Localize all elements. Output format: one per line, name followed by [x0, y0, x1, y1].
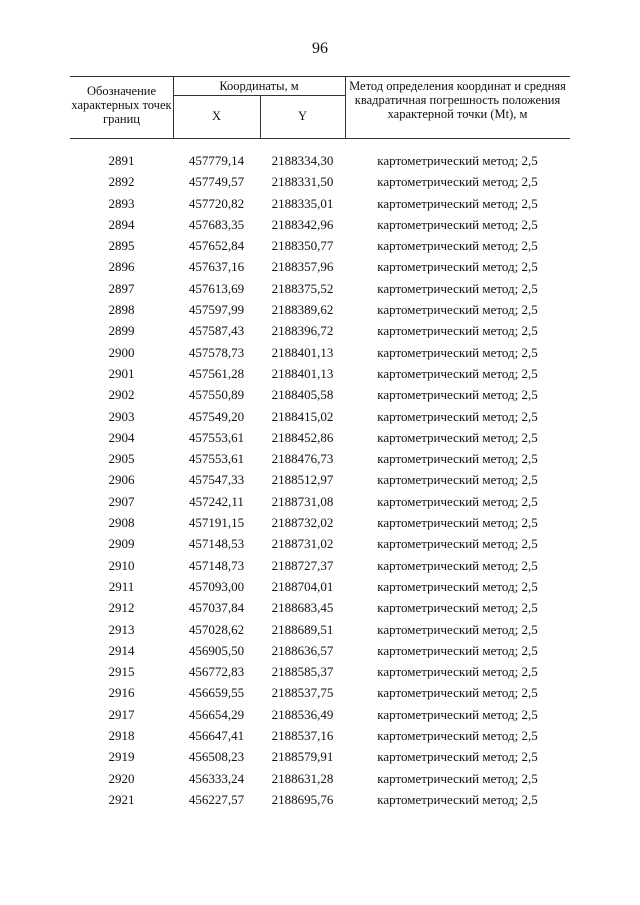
coord-x: 456772,83 — [188, 664, 245, 680]
header-method: Метод определения координат и средняя квадратичная погрешность положения характерной точки (Mt), м — [349, 79, 566, 121]
coord-y: 2188631,28 — [271, 770, 334, 786]
coord-x: 457683,35 — [188, 216, 245, 232]
coord-y: 2188512,97 — [271, 472, 334, 488]
point-number: 2907 — [108, 493, 135, 509]
coord-y: 2188396,72 — [271, 323, 334, 339]
coord-x: 457553,61 — [188, 451, 245, 467]
point-number: 2903 — [108, 408, 135, 424]
table-row — [70, 789, 570, 810]
point-number: 2895 — [108, 238, 135, 254]
table-row — [70, 427, 570, 448]
method-cell: картометрический метод; 2,5 — [377, 493, 538, 509]
point-number: 2912 — [108, 600, 135, 616]
coord-x: 457553,61 — [188, 429, 245, 445]
coord-y: 2188727,37 — [271, 557, 334, 573]
method-cell: картометрический метод; 2,5 — [377, 706, 538, 722]
point-number: 2921 — [108, 791, 135, 807]
point-number: 2896 — [108, 259, 135, 275]
table-row — [70, 193, 570, 214]
method-cell: картометрический метод; 2,5 — [377, 472, 538, 488]
method-cell: картометрический метод; 2,5 — [377, 770, 538, 786]
point-number: 2911 — [108, 578, 135, 594]
point-number: 2914 — [108, 642, 135, 658]
coord-y: 2188375,52 — [271, 280, 334, 296]
coord-x: 457549,20 — [188, 408, 245, 424]
coord-x: 457561,28 — [188, 365, 245, 381]
method-cell: картометрический метод; 2,5 — [377, 749, 538, 765]
table-row — [70, 299, 570, 320]
coord-y: 2188342,96 — [271, 216, 334, 232]
table-row — [70, 725, 570, 746]
coord-x: 456905,50 — [188, 642, 245, 658]
table-header — [70, 76, 570, 139]
point-number: 2919 — [108, 749, 135, 765]
table-row — [70, 384, 570, 405]
point-number: 2897 — [108, 280, 135, 296]
method-cell: картометрический метод; 2,5 — [377, 451, 538, 467]
coord-x: 457597,99 — [188, 302, 245, 318]
coord-y: 2188585,37 — [271, 664, 334, 680]
coord-x: 456508,23 — [188, 749, 245, 765]
coord-y: 2188683,45 — [271, 600, 334, 616]
method-cell: картометрический метод; 2,5 — [377, 408, 538, 424]
table-row — [70, 256, 570, 277]
coord-x: 456227,57 — [188, 791, 245, 807]
method-cell: картометрический метод; 2,5 — [377, 153, 538, 168]
point-number: 2904 — [108, 429, 135, 445]
page-number: 96 — [312, 40, 328, 57]
coord-x: 457093,00 — [188, 578, 245, 594]
table-row — [70, 768, 570, 789]
method-cell: картометрический метод; 2,5 — [377, 259, 538, 275]
coord-x: 456647,41 — [188, 728, 245, 744]
coord-y: 2188476,73 — [271, 451, 334, 467]
method-cell: картометрический метод; 2,5 — [377, 216, 538, 232]
table-row — [70, 512, 570, 533]
table-row — [70, 576, 570, 597]
point-number: 2906 — [108, 472, 135, 488]
coord-x: 457720,82 — [188, 195, 245, 211]
coord-x: 457191,15 — [188, 515, 245, 531]
method-cell: картометрический метод; 2,5 — [377, 515, 538, 531]
point-number: 2917 — [108, 706, 135, 722]
coord-y: 2188357,96 — [271, 259, 334, 275]
point-number: 2894 — [108, 216, 135, 232]
table-row — [70, 235, 570, 256]
coord-y: 2188350,77 — [271, 238, 334, 254]
coord-x: 457749,57 — [188, 174, 245, 190]
method-cell: картометрический метод; 2,5 — [377, 365, 538, 381]
method-cell: картометрический метод; 2,5 — [377, 280, 538, 296]
coord-x: 457779,14 — [188, 153, 245, 168]
coord-y: 2188452,86 — [271, 429, 334, 445]
coord-y: 2188415,02 — [271, 408, 334, 424]
point-number: 2893 — [108, 195, 135, 211]
method-cell: картометрический метод; 2,5 — [377, 195, 538, 211]
table-row — [70, 150, 570, 171]
point-number: 2915 — [108, 664, 135, 680]
method-cell: картометрический метод; 2,5 — [377, 642, 538, 658]
table-row — [70, 533, 570, 554]
coord-y: 2188536,49 — [271, 706, 334, 722]
coord-x: 456333,24 — [188, 770, 245, 786]
method-cell: картометрический метод; 2,5 — [377, 728, 538, 744]
point-number: 2913 — [108, 621, 135, 637]
method-cell: картометрический метод; 2,5 — [377, 685, 538, 701]
table-row — [70, 214, 570, 235]
method-cell: картометрический метод; 2,5 — [377, 578, 538, 594]
method-cell: картометрический метод; 2,5 — [377, 664, 538, 680]
method-cell: картометрический метод; 2,5 — [377, 344, 538, 360]
coord-x: 457587,43 — [188, 323, 245, 339]
point-number: 2899 — [108, 323, 135, 339]
method-cell: картометрический метод; 2,5 — [377, 387, 538, 403]
point-number: 2908 — [108, 515, 135, 531]
table-row — [70, 555, 570, 576]
coord-y: 2188334,30 — [271, 153, 334, 168]
table-row — [70, 746, 570, 767]
header-coordinates: Координаты, м — [219, 79, 299, 93]
table-body — [70, 150, 570, 810]
method-cell: картометрический метод; 2,5 — [377, 302, 538, 318]
coord-y: 2188537,16 — [271, 728, 334, 744]
method-cell: картометрический метод; 2,5 — [377, 536, 538, 552]
point-number: 2918 — [108, 728, 135, 744]
coord-y: 2188732,02 — [271, 515, 334, 531]
coord-x: 457242,11 — [189, 493, 244, 509]
point-number: 2910 — [108, 557, 135, 573]
table-row — [70, 661, 570, 682]
coord-y: 2188537,75 — [271, 685, 334, 701]
table-row — [70, 619, 570, 640]
table-row — [70, 171, 570, 192]
method-cell: картометрический метод; 2,5 — [377, 323, 538, 339]
method-cell: картометрический метод; 2,5 — [377, 621, 538, 637]
coord-y: 2188731,08 — [271, 493, 334, 509]
table-row — [70, 342, 570, 363]
coord-y: 2188405,58 — [271, 387, 334, 403]
coord-y: 2188704,01 — [271, 578, 334, 594]
point-number: 2909 — [108, 536, 135, 552]
table-row — [70, 363, 570, 384]
point-number: 2891 — [108, 153, 135, 168]
coord-x: 457652,84 — [188, 238, 245, 254]
coord-x: 457547,33 — [188, 472, 245, 488]
method-cell: картометрический метод; 2,5 — [377, 429, 538, 445]
coord-x: 457550,89 — [188, 387, 245, 403]
table-row — [70, 682, 570, 703]
point-number: 2920 — [108, 770, 135, 786]
table-row — [70, 320, 570, 341]
point-number: 2902 — [108, 387, 135, 403]
coord-x: 457148,53 — [188, 536, 245, 552]
method-cell: картометрический метод; 2,5 — [377, 600, 538, 616]
coord-y: 2188335,01 — [271, 195, 334, 211]
header-divider — [173, 95, 345, 96]
table-row — [70, 597, 570, 618]
coord-x: 457028,62 — [188, 621, 245, 637]
coord-y: 2188689,51 — [271, 621, 334, 637]
coord-y: 2188401,13 — [271, 344, 334, 360]
table-row — [70, 278, 570, 299]
coord-x: 457637,16 — [188, 259, 245, 275]
table-row — [70, 406, 570, 427]
method-cell: картометрический метод; 2,5 — [377, 174, 538, 190]
coord-x: 457037,84 — [188, 600, 245, 616]
coord-y: 2188695,76 — [271, 791, 334, 807]
coord-y: 2188401,13 — [271, 365, 334, 381]
coord-y: 2188579,91 — [271, 749, 334, 765]
point-number: 2892 — [108, 174, 135, 190]
method-cell: картометрический метод; 2,5 — [377, 557, 538, 573]
coord-x: 456654,29 — [188, 706, 245, 722]
coord-x: 457613,69 — [188, 280, 245, 296]
coord-y: 2188389,62 — [271, 302, 334, 318]
method-cell: картометрический метод; 2,5 — [377, 791, 538, 807]
point-number: 2901 — [108, 365, 135, 381]
coord-y: 2188331,50 — [271, 174, 334, 190]
method-cell: картометрический метод; 2,5 — [377, 238, 538, 254]
table-row — [70, 640, 570, 661]
coord-x: 456659,55 — [188, 685, 245, 701]
coord-y: 2188636,57 — [271, 642, 334, 658]
table-row — [70, 704, 570, 725]
coord-x: 457148,73 — [188, 557, 245, 573]
point-number: 2898 — [108, 302, 135, 318]
coord-x: 457578,73 — [188, 344, 245, 360]
point-number: 2900 — [108, 344, 135, 360]
table-row — [70, 491, 570, 512]
point-number: 2916 — [108, 685, 135, 701]
point-number: 2905 — [108, 451, 135, 467]
header-x: X — [211, 109, 222, 123]
table-row — [70, 448, 570, 469]
header-y: Y — [297, 109, 308, 123]
coord-y: 2188731,02 — [271, 536, 334, 552]
table-row — [70, 469, 570, 490]
header-designation: Обозначение характерных точек границ — [71, 84, 172, 126]
